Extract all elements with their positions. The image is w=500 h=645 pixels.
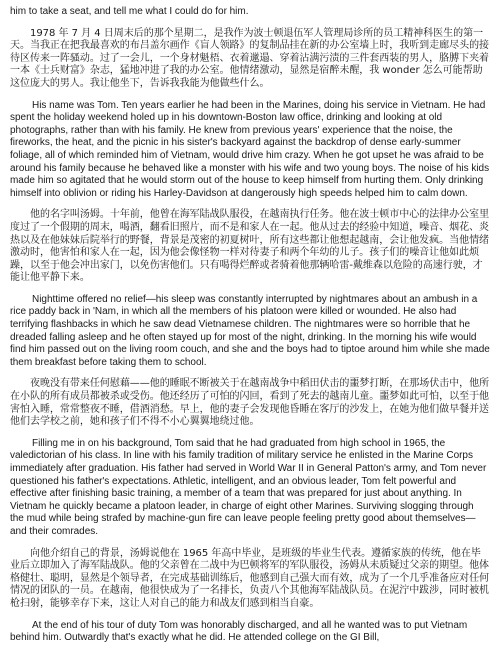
- paragraph: At the end of his tour of duty Tom was honorably discharged, and all he wanted was to put Vietnam behind him. Outwardly that's exactly what he did. He attended college on the GI Bill,: [10, 619, 468, 644]
- paragraph: His name was Tom. Ten years earlier he had been in the Marines, doing his service in Vietnam. He had spent the holiday weekend holed up in his downtown-Boston law office, drinking and looking at old photographs, rather than with his family. He knew from previous years' experience that the noise, the fireworks, the heat, and the picnic in his sister's backyard against the backdrop of dense early-summer foliage, all of which reminded him of Vietnam, would drive him crazy. When he got upset he was afraid to be around his family because he behaved like a monster with his wife and two young boys. The noise of his kids made him so agitated that he would storm out of the house to keep himself from hurting them. Only drinking himself into oblivion or riding his Harley-Davidson at dangerously high speeds helped him to calm down.: [10, 99, 490, 199]
- paragraph: Nighttime offered no relief—his sleep was constantly interrupted by nightmares about an ambush in a rice paddy back in 'Nam, in which all the members of his platoon were killed or wounded. He also had terrifying flashbacks in which he saw dead Vietnamese children. The nightmares were so horrible that he dreaded falling asleep and he often stayed up for most of the night, drinking. In the morning his wife would find him passed out on the living room couch, and she and the boys had to tiptoe around him while she made them breakfast before taking them to school.: [10, 293, 490, 368]
- paragraph: him to take a seat, and tell me what I could do for him.: [10, 6, 249, 17]
- paragraph: 向他介绍自己的背景，汤姆说他在 1965 年高中毕业，是班级的毕业生代表。遵循家族的传统，他在毕业后立即加入了海军陆战队。他的父亲曾在二战中为巴顿将军的军队服役，汤姆从未质疑过父亲的期望。他体格健壮、聪明，显然是个领导者，在完成基础训练后，他感到自己强大而有效，成为了一个几乎准备应对任何情况的团队的一员。在越南，他很快成为了一名排长，负责八个其他海军陆战队员。在泥泞中跋涉，同时被机枪扫射，能够幸存下来，这让人对自己的能力和战友们感到相当自豪。: [10, 547, 490, 609]
- paragraph: 1978 年 7 月 4 日周末后的那个星期二，是我作为波士顿退伍军人管理局诊所的员工精神科医生的第一天。当我正在把我最喜欢的布吕盖尔画作《盲人领路》的复制品挂在新的办公室墙上时，我听到走廊尽头的接待区传来一阵骚动。过了一会儿，一个身材魁梧、衣着邋遢、穿着沾满污渍的三件套西装的男人，胳膊下夹着一本《士兵财富》杂志，猛地冲进了我的办公室。他情绪激动，显然是宿醉未醒，我 wonder 怎么可能帮助这位庞大的男人。我让他坐下，告诉我我能为他做些什么。: [10, 27, 490, 89]
- paragraph: 夜晚没有带来任何慰藉——他的睡眠不断被关于在越南战争中稻田伏击的噩梦打断，在那场伏击中，他所在小队的所有成员都被杀或受伤。他还经历了可怕的闪回，看到了死去的越南儿童。噩梦如此可怕，以至于他害怕入睡，常常整夜不睡，借酒消愁。早上，他的妻子会发现他昏睡在客厅的沙发上，在她为他们做早餐并送他们去学校之前，她和孩子们不得不小心翼翼地绕过他。: [10, 378, 490, 428]
- paragraph: 他的名字叫汤姆。十年前，他曾在海军陆战队服役，在越南执行任务。他在波士顿市中心的法律办公室里度过了一个假期的周末，喝酒，翻看旧照片，而不是和家人在一起。他从过去的经验中知道，噪音、烟花、炎热以及在他妹妹后院举行的野餐，背景是茂密的初夏树叶，所有这些都让他想起越南，会让他发疯。当他情绪激动时，他害怕和家人在一起，因为他会像怪物一样对待妻子和两个年幼的儿子。孩子们的噪音让他如此烦躁，以至于他会冲出家门，以免伤害他们。只有喝得烂醉或者骑着他那辆哈雷-戴维森以危险的高速行驶，才能让他平静下来。: [10, 209, 490, 284]
- paragraph: Filling me in on his background, Tom said that he had graduated from high school in 1965, the valedictorian of his class. In line with his family tradition of military service he enlisted in the Marine Corps immediately after graduation. His father had served in World War II in General Patton's army, and Tom never questioned his father's expectations. Athletic, intelligent, and an obvious leader, Tom felt powerful and effective after finishing basic training, a member of a team that was prepared for just about anything. In Vietnam he quickly became a platoon leader, in charge of eight other Marines. Surviving slogging through the mud while being strafed by machine-gun fire can leave people feeling pretty good about themselves—and their comrades.: [10, 437, 487, 537]
